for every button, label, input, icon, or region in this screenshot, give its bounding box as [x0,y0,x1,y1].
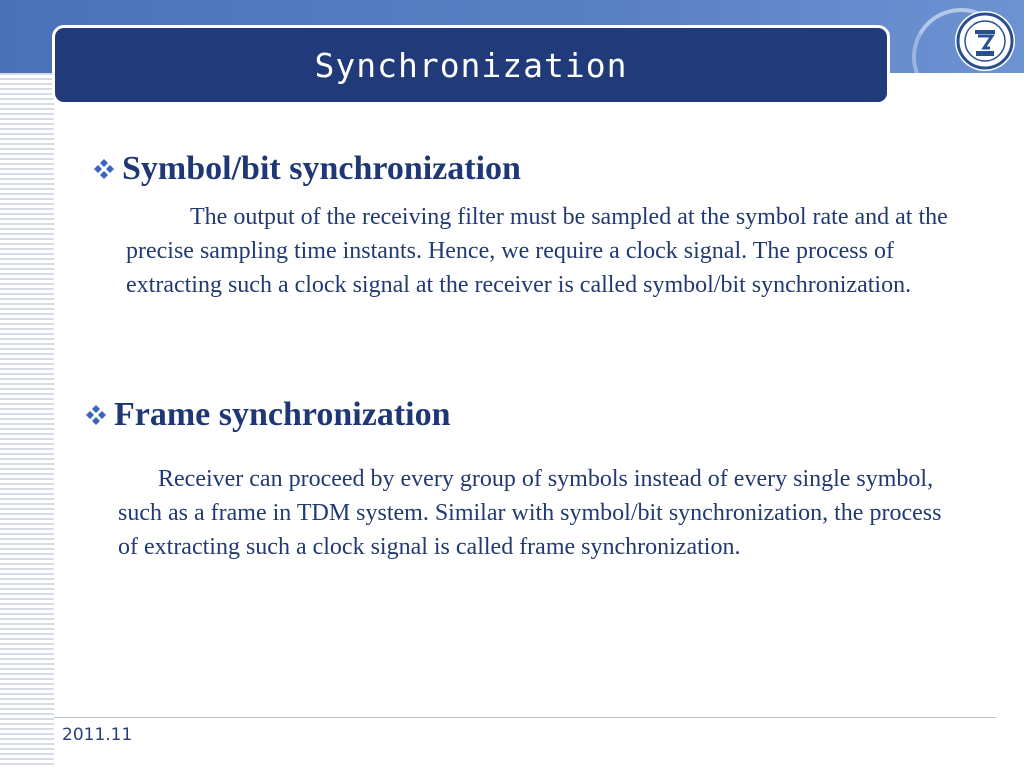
university-seal-icon [954,10,1016,72]
diamond-bullet-icon [84,403,108,427]
diamond-bullet-icon [92,157,116,181]
footer-date: 2011.11 [62,725,133,745]
section-heading-symbol-bit [92,150,521,188]
heading-text: Frame synchronization [114,396,451,433]
slide-title: Synchronization [314,45,628,85]
title-bar [52,25,890,105]
left-stripes-decoration [0,0,54,768]
paragraph-symbol-bit: The output of the receiving filter must be sampled at the symbol rate and at the precise sampling time instants. Hence, we require a clock signal. The process of extracting such a clock signal at the receiver is called symbol/bit synchronization. [126,204,948,298]
heading-text: Symbol/bit synchronization [122,150,521,187]
section-heading-frame [84,396,451,434]
paragraph-frame: Receiver can proceed by every group of symbols instead of every single symbol, such as a frame in TDM system. Similar with symbol/bit synchronization, the process of extracting such a clock signal is called frame synchronization. [118,466,942,560]
footer-divider [54,717,996,718]
